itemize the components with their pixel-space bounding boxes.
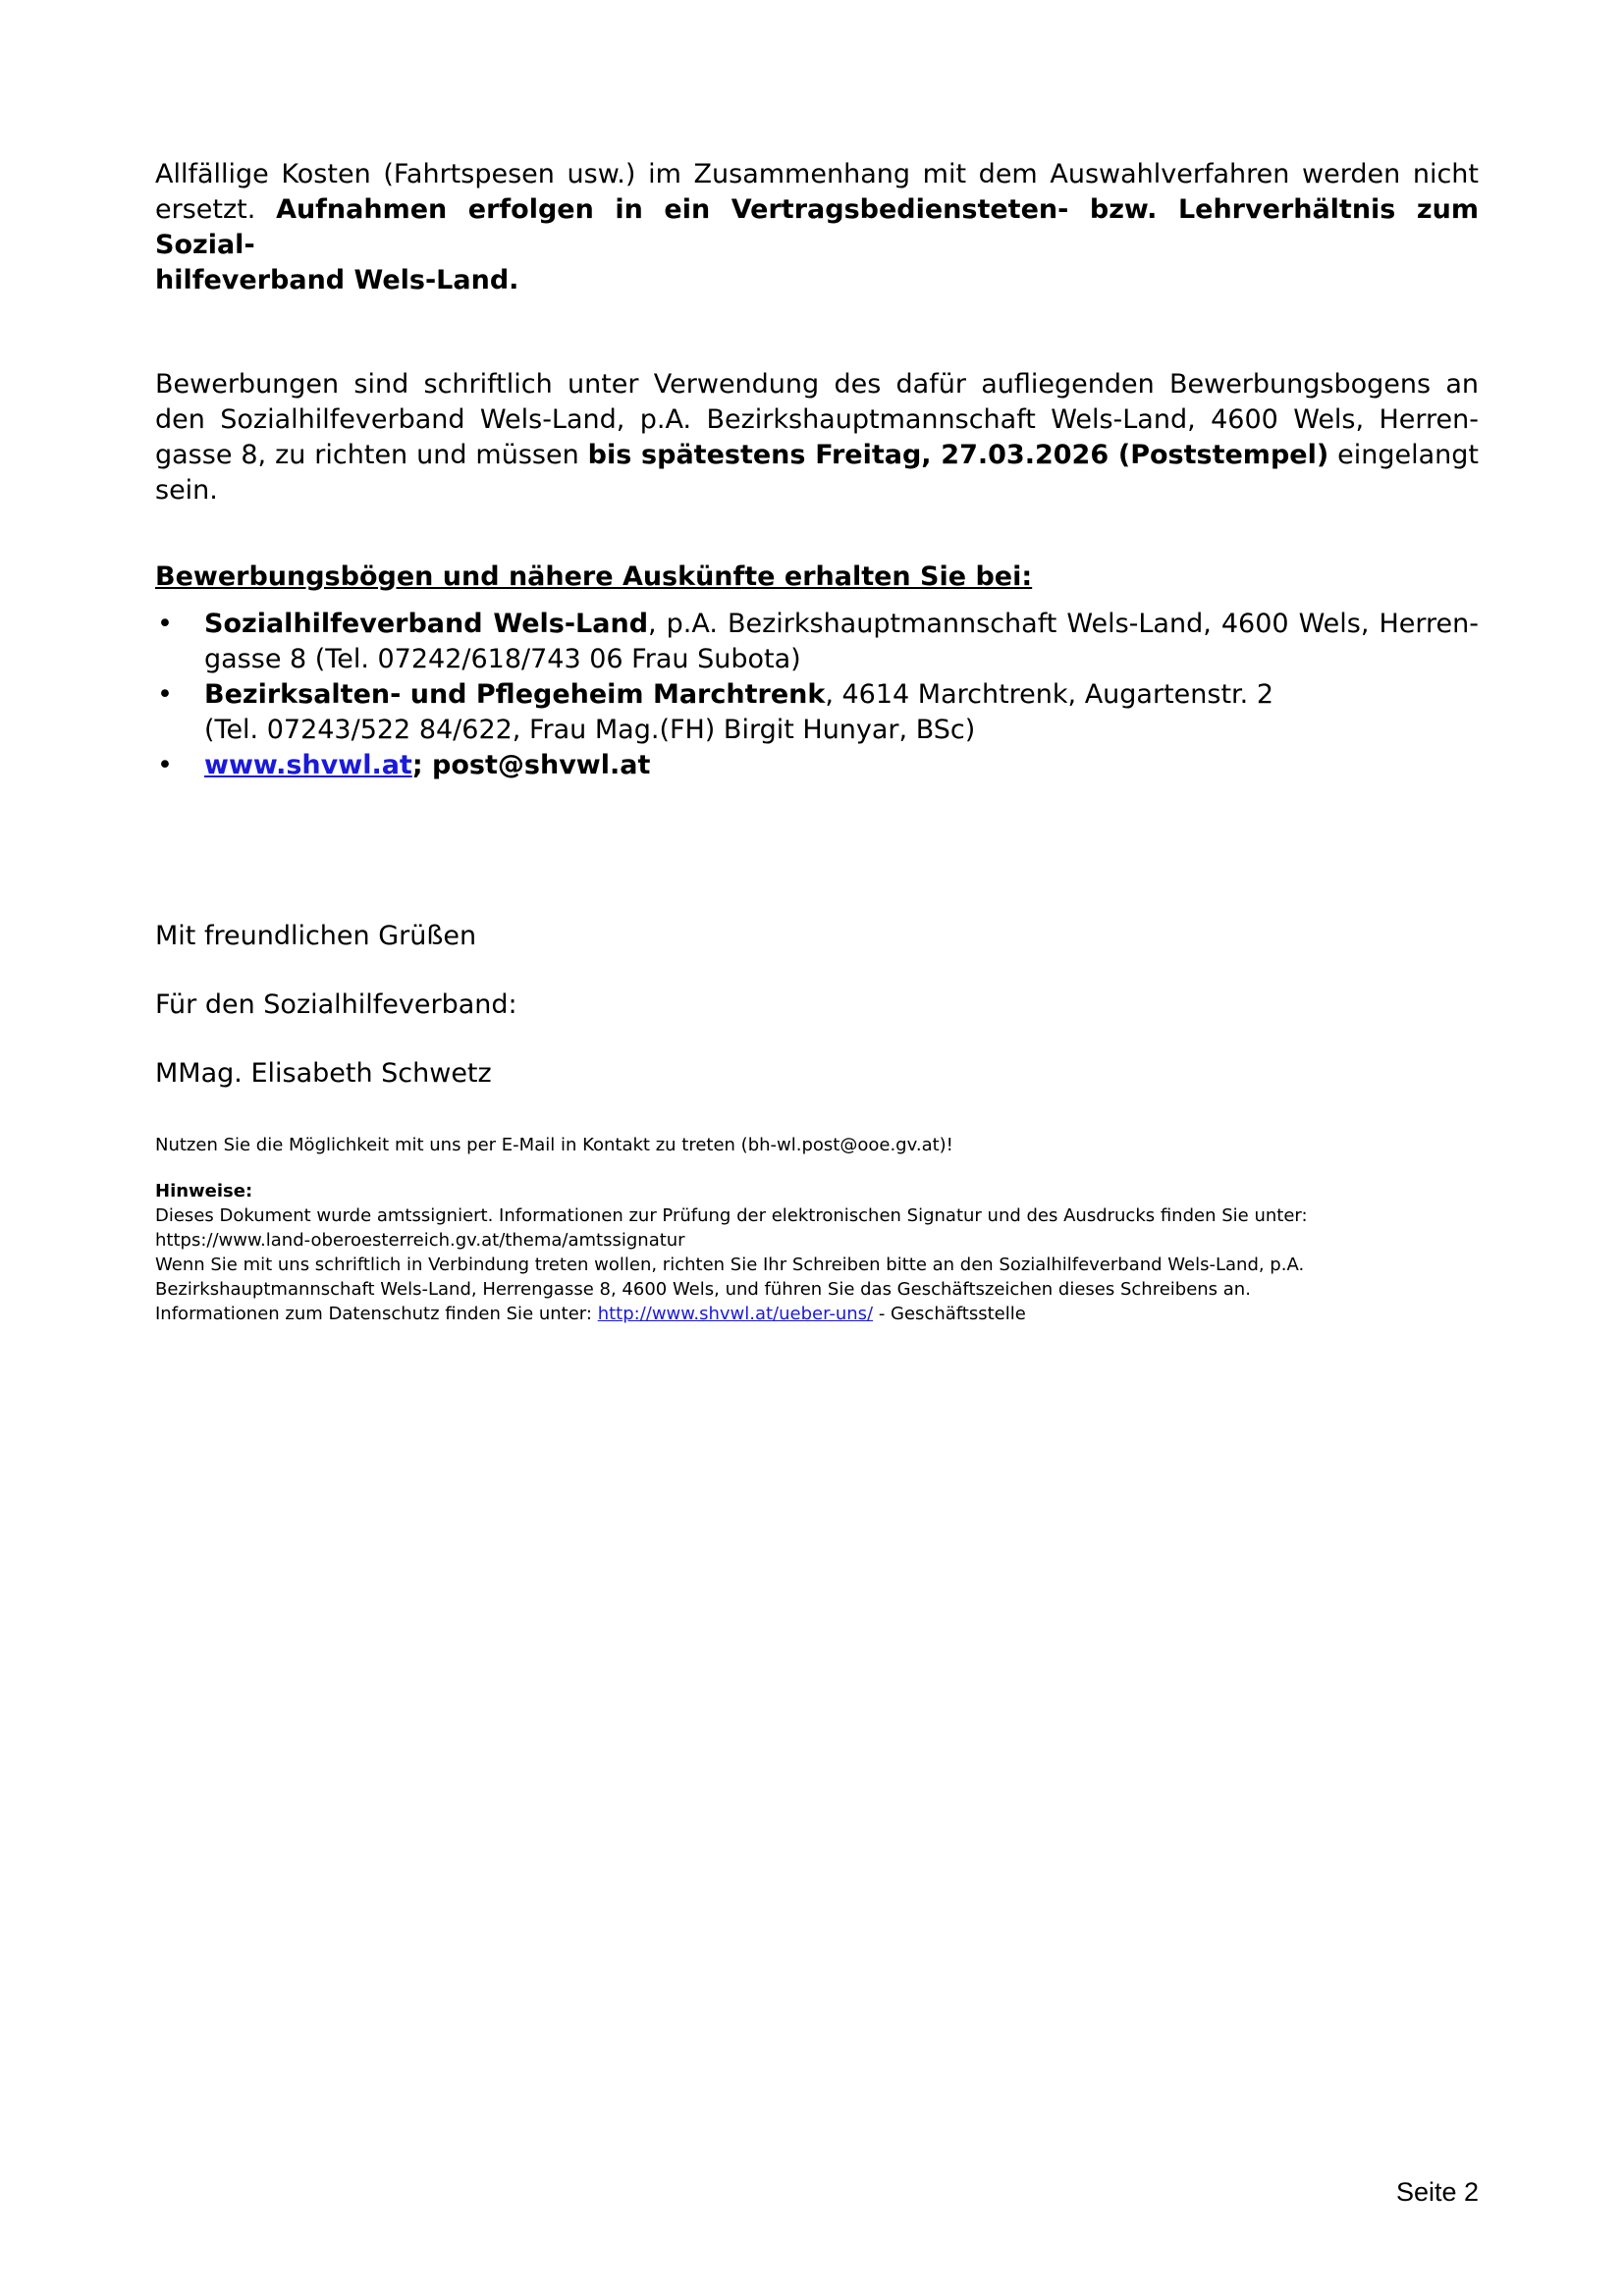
website-link[interactable]: www.shvwl.at xyxy=(204,750,412,780)
employment-type-bold: Aufnahmen erfolgen in ein Vertragsbediensteten- bzw. Lehrverhältnis zum Sozial- xyxy=(155,194,1479,260)
page-number: Seite 2 xyxy=(1395,2177,1479,2207)
contact-1-line-1 xyxy=(204,607,1479,642)
bullet-icon: • xyxy=(157,750,173,780)
email-contact-note: Nutzen Sie die Möglichkeit mit uns per E-Mail in Kontakt zu treten (bh-wl.post@ooe.gv.at)! xyxy=(155,1135,953,1155)
privacy-suffix: - Geschäftsstelle xyxy=(873,1304,1026,1324)
bullet-icon: • xyxy=(157,679,173,710)
for-organization-line: Für den Sozialhilfeverband: xyxy=(155,989,517,1020)
costs-line-1: Allfällige Kosten (Fahrtspesen usw.) im Zusammenhang mit dem Auswahlverfahren werden nicht xyxy=(155,159,1479,189)
application-paragraph xyxy=(155,367,1479,508)
contact-1-address: , p.A. Bezirkshauptmannschaft Wels-Land, 4600 Wels, Herren- xyxy=(648,609,1479,639)
contact-2-line-1 xyxy=(204,677,1479,713)
application-line-3-plain-b: eingelangt xyxy=(1328,440,1479,470)
privacy-line xyxy=(155,1302,1479,1326)
employment-type-bold-cont: hilfeverband Wels-Land. xyxy=(155,265,519,295)
contact-1-line-2: gasse 8 (Tel. 07242/618/743 06 Frau Subota) xyxy=(204,644,801,674)
document-page xyxy=(155,147,1479,1326)
bullet-icon: • xyxy=(157,609,173,639)
deadline-bold: bis spätestens Freitag, 27.03.2026 (Poststempel) xyxy=(587,440,1329,470)
contact-2-line-2: (Tel. 07243/522 84/622, Frau Mag.(FH) Birgit Hunyar, BSc) xyxy=(204,715,976,745)
greeting: Mit freundlichen Grüßen xyxy=(155,921,477,951)
application-line-2: den Sozialhilfeverband Wels-Land, p.A. Bezirkshauptmannschaft Wels-Land, 4600 Wels, Herren- xyxy=(155,404,1479,435)
email-address: ; post@shvwl.at xyxy=(411,750,651,780)
costs-line-3 xyxy=(155,263,1479,298)
hint-line-3: Wenn Sie mit uns schriftlich in Verbindung treten wollen, richten Sie Ihr Schreiben bitte an den Sozialhilfeverband Wels-Land, p.A. xyxy=(155,1255,1305,1275)
contact-2-address: , 4614 Marchtrenk, Augartenstr. 2 xyxy=(825,679,1273,710)
contacts-list xyxy=(155,607,1479,783)
application-line-3 xyxy=(155,438,1479,473)
list-item xyxy=(155,607,1479,677)
list-item xyxy=(155,677,1479,748)
application-line-4: sein. xyxy=(155,475,218,506)
contact-3-line xyxy=(204,750,650,780)
signer-name: MMag. Elisabeth Schwetz xyxy=(155,1058,492,1089)
application-line-1: Bewerbungen sind schriftlich unter Verwendung des dafür aufliegenden Bewerbungsbogens an xyxy=(155,369,1479,400)
contacts-heading: Bewerbungsbögen und nähere Auskünfte erhalten Sie bei: xyxy=(155,561,1033,592)
list-item xyxy=(155,748,1479,783)
contact-2-name: Bezirksalten- und Pflegeheim Marchtrenk xyxy=(204,679,826,710)
contact-1-name: Sozialhilfeverband Wels-Land xyxy=(204,609,649,639)
hints-block xyxy=(155,1203,1479,1326)
privacy-prefix: Informationen zum Datenschutz finden Sie unter: xyxy=(155,1304,598,1324)
costs-line-2 xyxy=(155,192,1479,263)
privacy-link[interactable]: http://www.shvwl.at/ueber-uns/ xyxy=(597,1304,874,1324)
costs-line-2-plain: ersetzt. xyxy=(155,194,277,225)
hint-line-4: Bezirkshauptmannschaft Wels-Land, Herrengasse 8, 4600 Wels, und führen Sie das Geschäftszeichen dieses Schreibens an. xyxy=(155,1279,1251,1300)
application-line-3-plain-a: gasse 8, zu richten und müssen xyxy=(155,440,588,470)
hint-line-1: Dieses Dokument wurde amtssigniert. Informationen zur Prüfung der elektronischen Signatur und des Ausdrucks finden Sie unter: xyxy=(155,1205,1308,1226)
hints-title: Hinweise: xyxy=(155,1181,253,1201)
costs-paragraph xyxy=(155,157,1479,298)
hint-line-2: https://www.land-oberoesterreich.gv.at/thema/amtssignatur xyxy=(155,1230,685,1251)
